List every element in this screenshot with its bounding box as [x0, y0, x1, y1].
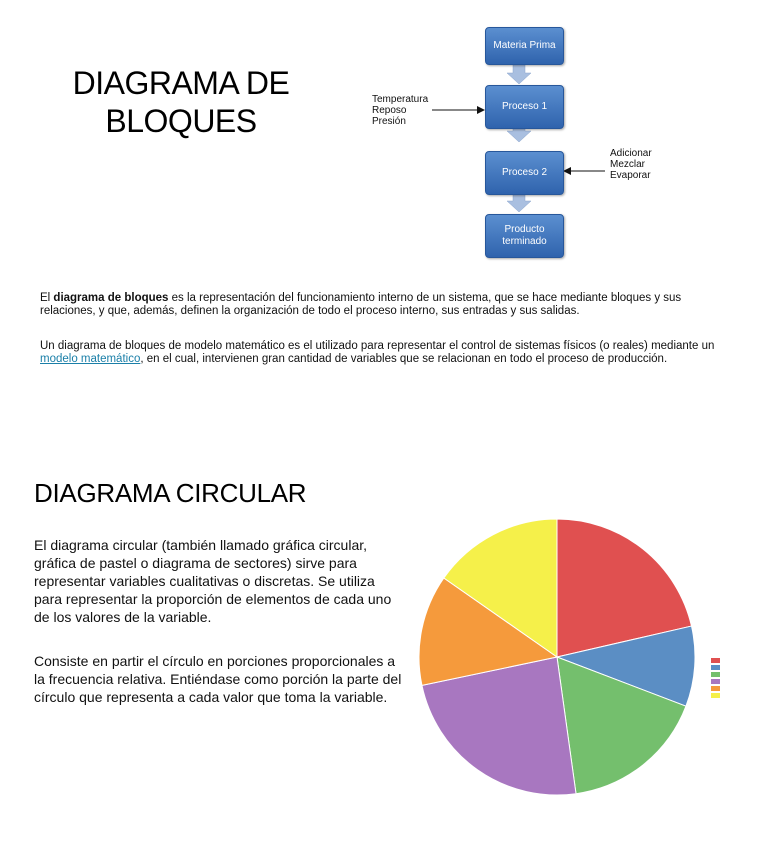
block-materia-prima: Materia Prima — [485, 27, 564, 65]
inputs-process1: Temperatura Reposo Presión — [372, 94, 429, 127]
pie-chart — [415, 515, 745, 815]
block-producto-terminado: Producto terminado — [485, 214, 564, 258]
section-title-circular: DIAGRAMA CIRCULAR — [34, 478, 307, 508]
paragraph-blocks-definition: El diagrama de bloques es la representación del funcionamiento interno de un sistema, que se hace mediante bloques y sus relaciones, y que, además, definen la organización de todo el proceso interno, sus entradas y sus salidas. — [40, 292, 682, 317]
modelo-matematico-link[interactable]: modelo matemático — [40, 353, 141, 365]
legend-swatch — [711, 672, 720, 677]
legend-swatch — [711, 665, 720, 670]
page-title: DIAGRAMA DE BLOQUES — [72, 65, 290, 139]
inputs-process2: Adicionar Mezclar Evaporar — [610, 148, 652, 181]
legend-swatch — [711, 679, 720, 684]
legend-swatch — [711, 693, 720, 698]
paragraph-blocks-model: Un diagrama de bloques de modelo matemático es el utilizado para representar el control de sistemas físicos (o reales) mediante un modelo matemático, en el cual, intervienen gran cantidad de variables que se relacionan en todo el proceso de producción. — [40, 340, 715, 365]
legend-swatch — [711, 686, 720, 691]
block-proceso-2: Proceso 2 — [485, 151, 564, 195]
paragraph-circular-definition: El diagrama circular (también llamado gráfica circular, gráfica de pastel o diagrama de sectores) sirve para representar variables cualitativas o discretas. Se utiliza para representar la proporción de elementos de cada uno de los valores de la variable. — [34, 537, 392, 625]
paragraph-circular-portions: Consiste en partir el círculo en porciones proporcionales a la frecuencia relativa. Entiéndase como porción la parte del círculo que representa a cada valor que toma la variable. — [34, 653, 402, 705]
block-proceso-1: Proceso 1 — [485, 85, 564, 129]
legend-swatch — [711, 658, 720, 663]
